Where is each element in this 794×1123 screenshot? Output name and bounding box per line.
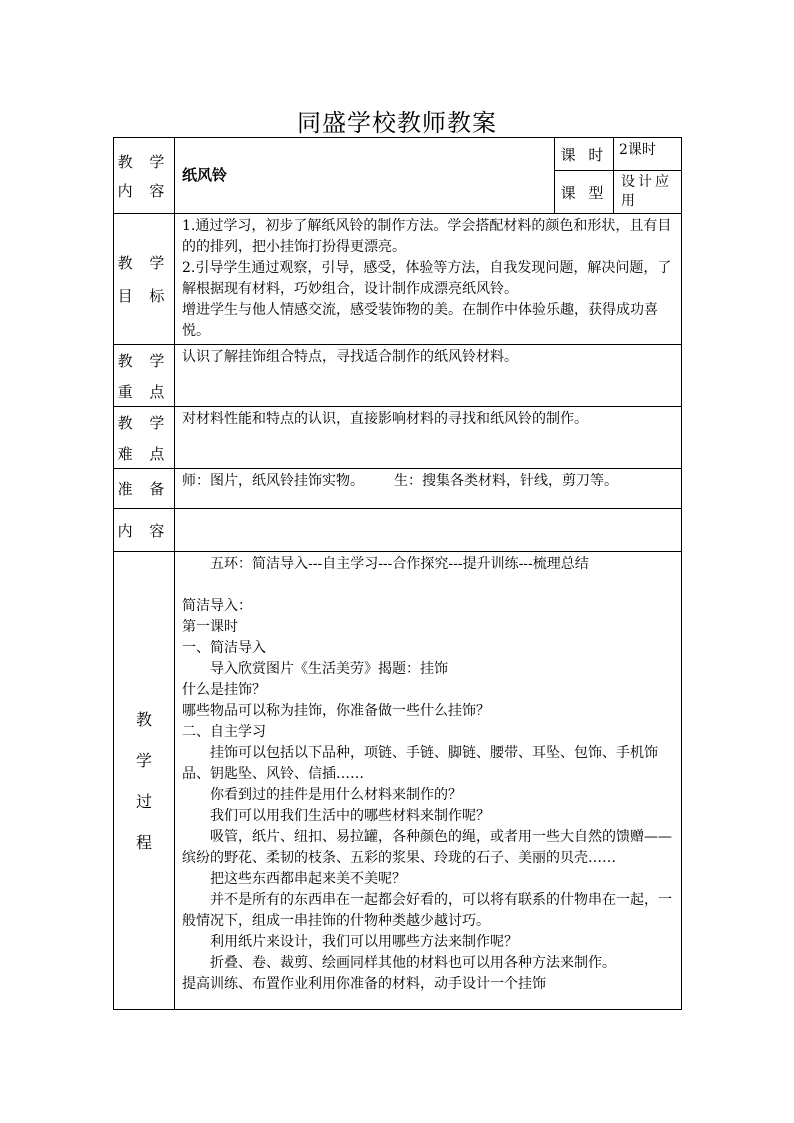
lesson-plan-table [113,137,682,1010]
process-line: 简洁导入： [182,598,252,614]
teaching-goals-label: 教 学 目 标 [114,214,175,345]
teaching-process-value [175,552,682,1010]
contents-label: 内 容 [114,509,175,552]
process-line: 利用纸片来设计，我们可以用哪些方法来制作呢？ [210,934,518,950]
page-title: 同盛学校教师教案 [297,109,497,137]
lesson-type-value: 设计应用 [614,171,682,214]
key-points-label: 教 学 重 点 [114,345,175,407]
teaching-content-value: 纸风铃 [175,138,555,214]
period-label: 课 时 [555,138,614,171]
teaching-content-label: 教 学 内 容 [114,138,175,214]
process-line: 第一课时 [182,619,238,635]
preparation-teacher: 师：图片，纸风铃挂饰实物。 [182,473,364,489]
process-line [182,575,675,596]
contents-value [175,509,682,552]
process-line: 吸管，纸片、纽扣、易拉罐，各种颜色的绳，或者用一些大自然的馈赠——缤纷的野花、柔韧的枝条、五彩的浆果、玲珑的石子、美丽的贝壳…… [182,829,672,866]
process-line: 提高训练、布置作业利用你准备的材料，动手设计一个挂饰 [182,976,546,992]
process-line: 五环：简洁导入---自主学习---合作探究---提升训练---梳理总结 [210,556,589,572]
goal-line: 2.引导学生通过观察，引导，感受，体验等方法，自我发现问题，解决问题，了解根据现有材料，巧妙组合，设计制作成漂亮纸风铃。 [182,260,672,297]
lesson-type-label: 课 型 [555,171,614,214]
process-line: 什么是挂饰？ [182,682,266,698]
period-value: 2课时 [614,138,682,171]
process-line: 导入欣赏图片《生活美劳》揭题：挂饰 [210,661,448,677]
process-line: 并不是所有的东西串在一起都会好看的，可以将有联系的什物串在一起，一般情况下，组成一串挂饰的什物种类越少越讨巧。 [182,892,672,929]
process-line: 折叠、卷、裁剪、绘画同样其他的材料也可以用各种方法来制作。 [210,955,616,971]
preparation-value [175,469,682,509]
goal-line: 1.通过学习，初步了解纸风铃的制作方法。学会搭配材料的颜色和形状，且有目的的排列，把小挂饰打扮得更漂亮。 [182,218,672,255]
teaching-process-label: 教 学 过 程 [114,552,175,1010]
difficulties-label: 教 学 难 点 [114,407,175,469]
preparation-student: 生：搜集各类材料，针线，剪刀等。 [394,473,618,489]
process-line: 我们可以用我们生活中的哪些材料来制作呢？ [210,808,490,824]
process-line: 挂饰可以包括以下品种，项链、手链、脚链、腰带、耳坠、包饰、手机饰品、钥匙坠、风铃、信插…… [182,745,658,782]
key-points-value: 认识了解挂饰组合特点，寻找适合制作的纸风铃材料。 [175,345,682,407]
difficulties-value: 对材料性能和特点的认识，直接影响材料的寻找和纸风铃的制作。 [175,407,682,469]
process-line: 一、简洁导入 [182,640,266,656]
process-line: 二、自主学习 [182,724,266,740]
process-line: 哪些物品可以称为挂饰，你准备做一些什么挂饰？ [182,703,490,719]
preparation-label: 准 备 [114,469,175,509]
goal-line: 增进学生与他人情感交流，感受装饰物的美。在制作中体验乐趣，获得成功喜悦。 [182,302,658,339]
process-line: 你看到过的挂件是用什么材料来制作的？ [210,787,462,803]
process-line: 把这些东西都串起来美不美呢？ [210,871,406,887]
teaching-goals-value [175,214,682,345]
